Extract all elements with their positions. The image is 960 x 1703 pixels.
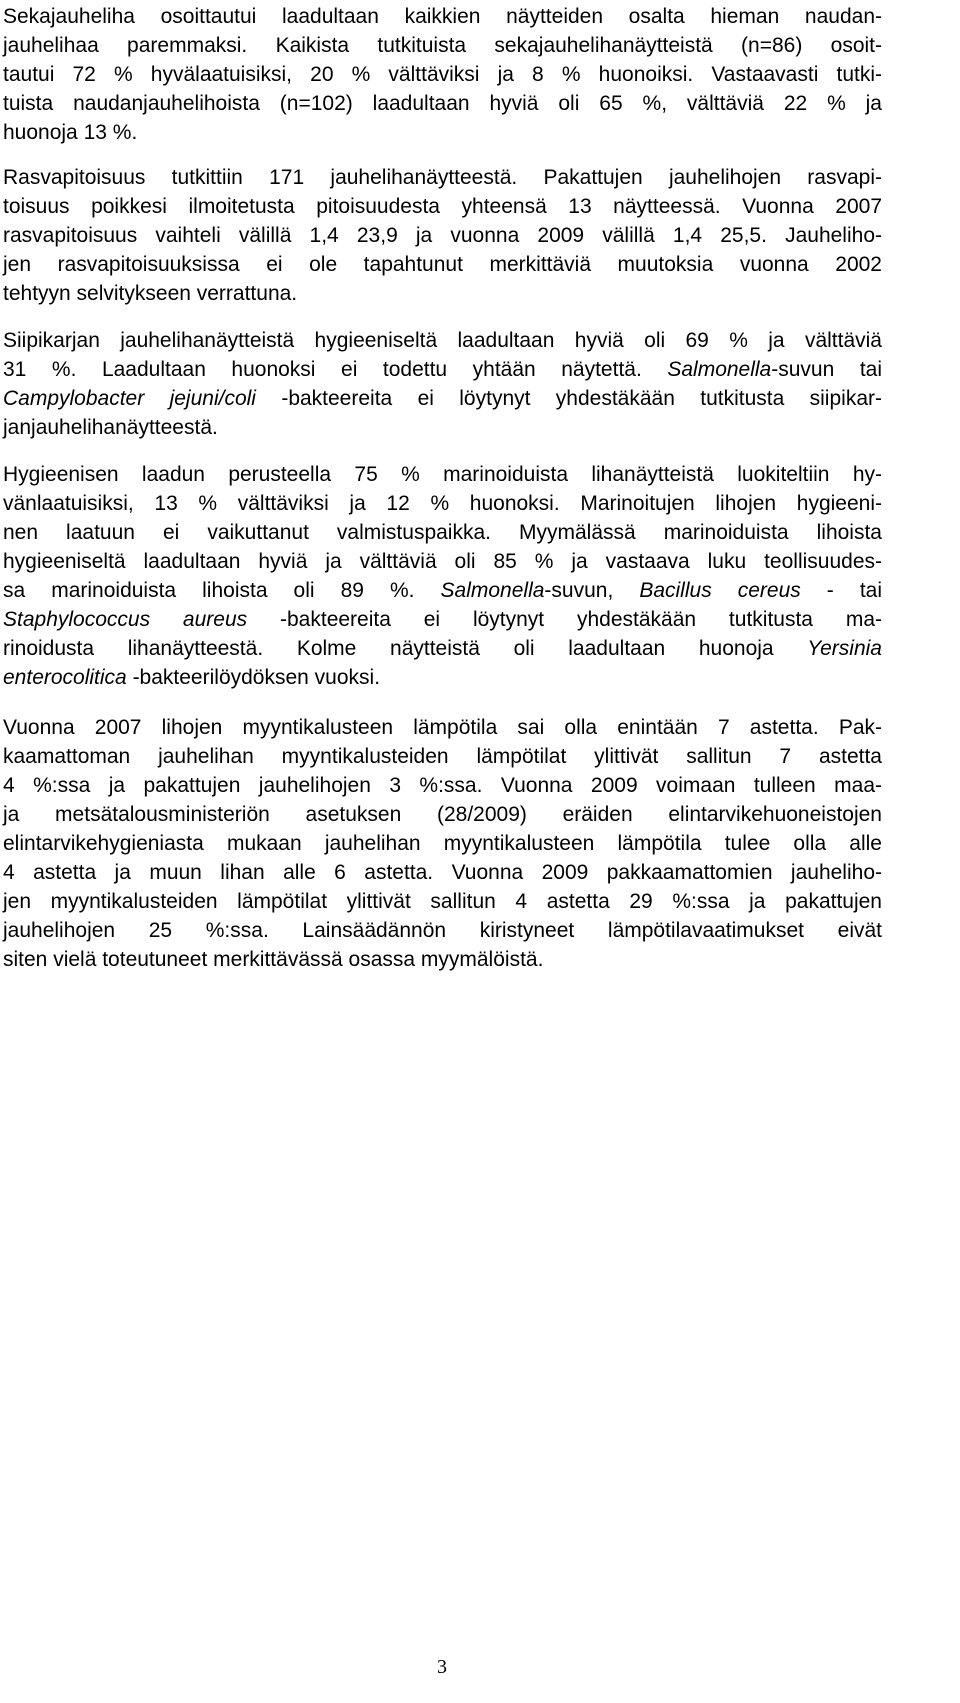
text-segment: -bakteerilöydöksen vuoksi. — [126, 666, 381, 689]
text-segment: 4 %:ssa ja pakattujen jauhelihojen 3 %:ssa. Vuonna 2009 voimaan tulleen maa- — [3, 774, 882, 797]
text-segment: rasvapitoisuus vaihteli välillä 1,4 23,9 ja vuonna 2009 välillä 1,4 25,5. Jauheliho- — [3, 224, 882, 247]
text-segment: tehtyyn selvitykseen verrattuna. — [3, 282, 298, 305]
text-line — [3, 663, 882, 692]
text-line — [3, 945, 882, 974]
text-segment: kaamattoman jauhelihan myyntikalusteiden lämpötilat ylittivät sallitun 7 astetta — [3, 745, 882, 768]
text-line — [3, 887, 882, 916]
italic-term: Campylobacter jejuni/coli — [3, 387, 256, 410]
text-line — [3, 576, 882, 605]
text-segment: Siipikarjan jauhelihanäytteistä hygieeniseltä laadultaan hyviä oli 69 % ja välttäviä — [3, 329, 882, 352]
text-line — [3, 800, 882, 829]
text-segment: ja metsätalousministeriön asetuksen (28/2009) eräiden elintarvikehuoneistojen — [3, 803, 882, 826]
text-line — [3, 742, 882, 771]
text-segment: - tai — [800, 579, 883, 602]
text-line — [3, 413, 882, 442]
text-segment: rinoidusta lihanäytteestä. Kolme näytteistä oli laadultaan huonoja — [3, 637, 808, 660]
text-segment: jen rasvapitoisuuksissa ei ole tapahtunut merkittäviä muutoksia vuonna 2002 — [3, 253, 882, 276]
text-segment: 4 astetta ja muun lihan alle 6 astetta. Vuonna 2009 pakkaamattomien jauheliho- — [3, 861, 882, 884]
text-segment: jauhelihaa paremmaksi. Kaikista tutkituista sekajauhelihanäytteistä (n=86) osoit- — [3, 34, 882, 57]
text-line — [3, 89, 882, 118]
text-segment: jen myyntikalusteiden lämpötilat ylittivät sallitun 4 astetta 29 %:ssa ja pakattujen — [3, 890, 882, 913]
text-segment: vänlaatuisiksi, 13 % välttäviksi ja 12 % huonoksi. Marinoitujen lihojen hygieeni- — [3, 492, 882, 515]
text-segment: tautui 72 % hyvälaatuisiksi, 20 % välttäviksi ja 8 % huonoiksi. Vastaavasti tutki- — [3, 63, 882, 86]
italic-term: Staphylococcus aureus — [3, 608, 248, 631]
text-segment: jauhelihojen 25 %:ssa. Lainsäädännön kiristyneet lämpötilavaatimukset eivät — [3, 919, 882, 942]
text-line — [3, 460, 882, 489]
page-number: 3 — [437, 1656, 447, 1678]
italic-term: Salmonella — [440, 579, 545, 602]
text-line — [3, 547, 882, 576]
text-segment: -suvun, — [544, 579, 640, 602]
text-line — [3, 31, 882, 60]
text-line — [3, 713, 882, 742]
text-line — [3, 384, 882, 413]
text-line — [3, 2, 882, 31]
paragraph-display-temperatures — [3, 713, 882, 974]
italic-term: Salmonella — [667, 358, 772, 381]
text-line — [3, 221, 882, 250]
text-segment: Sekajauheliha osoittautui laadultaan kaikkien näytteiden osalta hieman naudan- — [3, 5, 882, 28]
text-line — [3, 829, 882, 858]
text-line — [3, 163, 882, 192]
text-segment: toisuus poikkesi ilmoitetusta pitoisuudesta yhteensä 13 näytteessä. Vuonna 2007 — [3, 195, 882, 218]
text-line — [3, 634, 882, 663]
paragraph-poultry-mince — [3, 326, 882, 442]
text-segment: siten vielä toteutuneet merkittävässä osassa myymälöistä. — [3, 948, 544, 971]
text-line — [3, 489, 882, 518]
text-segment: tuista naudanjauhelihoista (n=102) laadultaan hyviä oli 65 %, välttäviä 22 % ja — [3, 92, 882, 115]
paragraph-marinated-meat — [3, 460, 882, 692]
text-segment: 31 %. Laadultaan huonoksi ei todettu yhtään näytettä. — [3, 358, 668, 381]
text-segment: huonoja 13 %. — [3, 121, 138, 144]
text-line — [3, 858, 882, 887]
text-segment: Hygieenisen laadun perusteella 75 % marinoiduista lihanäytteistä luokiteltiin hy- — [3, 463, 882, 486]
text-segment: -bakteereita ei löytynyt yhdestäkään tutkitusta siipikar- — [255, 387, 882, 410]
text-segment: Vuonna 2007 lihojen myyntikalusteen lämpötila sai olla enintään 7 astetta. Pak- — [3, 716, 882, 739]
text-line — [3, 771, 882, 800]
italic-term: Yersinia — [807, 637, 882, 660]
text-segment: -suvun tai — [771, 358, 882, 381]
text-line — [3, 192, 882, 221]
text-line — [3, 250, 882, 279]
text-segment: hygieeniseltä laadultaan hyviä ja välttäviä oli 85 % ja vastaava luku teollisuudes- — [3, 550, 882, 573]
italic-term: enterocolitica — [3, 666, 127, 689]
text-line — [3, 605, 882, 634]
text-segment: sa marinoiduista lihoista oli 89 %. — [3, 579, 441, 602]
text-segment: Rasvapitoisuus tutkittiin 171 jauhelihanäytteestä. Pakattujen jauhelihojen rasvapi- — [3, 166, 882, 189]
text-segment: nen laatuun ei vaikuttanut valmistuspaikka. Myymälässä marinoiduista lihoista — [3, 521, 882, 544]
text-line — [3, 60, 882, 89]
text-line — [3, 279, 882, 308]
text-line — [3, 326, 882, 355]
text-line — [3, 118, 882, 147]
text-segment: elintarvikehygieniasta mukaan jauhelihan myyntikalusteen lämpötila tulee olla alle — [3, 832, 882, 855]
text-segment: janjauhelihanäytteestä. — [3, 416, 218, 439]
text-line — [3, 355, 882, 384]
text-line — [3, 518, 882, 547]
italic-term: Bacillus cereus — [639, 579, 801, 602]
paragraph-fat-content — [3, 163, 882, 308]
text-segment: -bakteereita ei löytynyt yhdestäkään tutkitusta ma- — [247, 608, 882, 631]
text-line — [3, 916, 882, 945]
paragraph-minced-meat-quality — [3, 2, 882, 147]
